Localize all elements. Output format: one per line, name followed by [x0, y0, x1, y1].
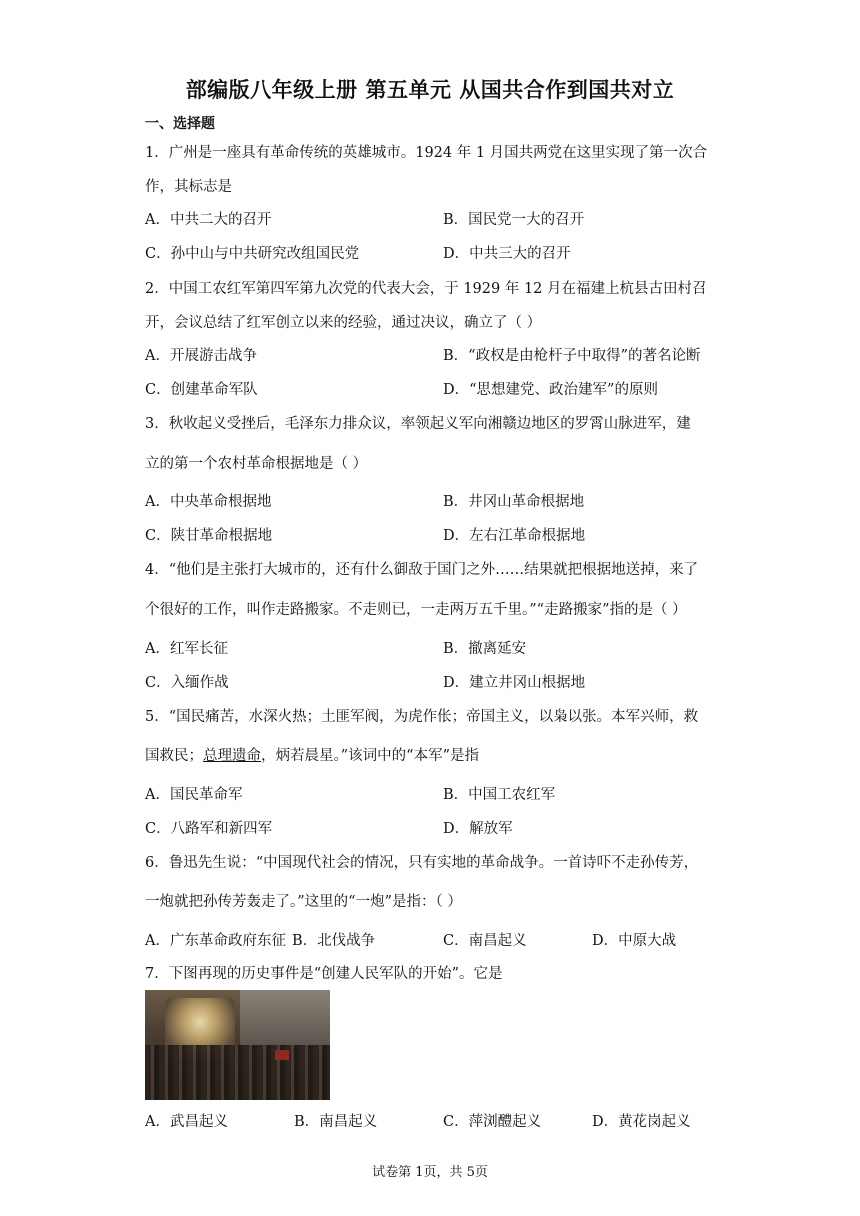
question-7-line-1: 7．下图再现的历史事件是“创建人民军队的开始”。它是 [145, 966, 503, 982]
q6-option-c: C．南昌起义 [443, 933, 527, 949]
q2-option-b: B．“政权是由枪杆子中取得”的著名论断 [443, 348, 701, 364]
q1-option-b: B．国民党一大的召开 [443, 212, 585, 228]
q2-option-d: D．“思想建党、政治建军”的原则 [443, 382, 658, 398]
question-5-line-2 [145, 744, 479, 765]
question-3-line-1: 3．秋收起义受挫后，毛泽东力排众议，率领起义军向湘赣边地区的罗霄山脉进军，建 [145, 416, 691, 432]
q3-option-a: A．中央革命根据地 [145, 494, 272, 510]
q5-option-c: C．八路军和新四军 [145, 821, 273, 837]
q6-option-d: D．中原大战 [592, 933, 677, 949]
page-title: 部编版八年级上册 第五单元 从国共合作到国共对立 [185, 78, 675, 102]
q2-option-a: A．开展游击战争 [145, 348, 257, 364]
q7-option-c: C．萍浏醴起义 [443, 1114, 542, 1130]
q7-option-d: D．黄花岗起义 [592, 1114, 691, 1130]
question-6-line-2: 一炮就把孙传芳轰走了。”这里的“一炮”是指：（ ） [145, 894, 462, 910]
nanchang-uprising-painting [145, 990, 330, 1100]
q6-option-a: A．广东革命政府东征 [145, 933, 286, 949]
q3-option-d: D．左右江革命根据地 [443, 528, 586, 544]
q1-option-a: A．中共二大的召开 [145, 212, 272, 228]
q2-option-c: C．创建革命军队 [145, 382, 258, 398]
q5-option-d: D．解放军 [443, 821, 513, 837]
q1-option-c: C．孙中山与中共研究改组国民党 [145, 246, 360, 262]
q5-text-post: ，炳若晨星。”该词中的“本军”是指 [261, 748, 479, 764]
q5-underlined-text: 总理遗命 [203, 748, 261, 764]
question-6-line-1: 6．鲁迅先生说：“中国现代社会的情况，只有实地的革命战争。一首诗吓不走孙传芳， [145, 855, 699, 871]
q5-option-b: B．中国工农红军 [443, 787, 556, 803]
question-3-line-2: 立的第一个农村革命根据地是（ ） [145, 456, 368, 472]
question-2-line-2: 开，会议总结了红军创立以来的经验，通过决议，确立了（ ） [145, 315, 542, 331]
q4-option-c: C．入缅作战 [145, 675, 229, 691]
q6-option-b: B．北伐战争 [292, 933, 376, 949]
q7-option-b: B．南昌起义 [294, 1114, 378, 1130]
q4-option-b: B．撤离延安 [443, 641, 527, 657]
question-5-line-1: 5．“国民痛苦，水深火热；土匪军阀，为虎作伥；帝国主义，以枭以张。本军兴师，救 [145, 709, 699, 725]
q3-option-c: C．陕甘革命根据地 [145, 528, 273, 544]
q4-option-a: A．红军长征 [145, 641, 228, 657]
q3-option-b: B．井冈山革命根据地 [443, 494, 585, 510]
question-1-line-1: 1．广州是一座具有革命传统的英雄城市。1924 年 1 月国共两党在这里实现了第一次合 [145, 145, 708, 161]
q1-option-d: D．中共三大的召开 [443, 246, 571, 262]
page-footer: 试卷第 1页，共 5页 [372, 1165, 488, 1180]
q5-option-a: A．国民革命军 [145, 787, 243, 803]
q4-option-d: D．建立井冈山根据地 [443, 675, 586, 691]
section-heading: 一、选择题 [145, 116, 215, 132]
q7-option-a: A．武昌起义 [145, 1114, 228, 1130]
question-4-line-1: 4．“他们是主张打大城市的，还有什么御敌于国门之外……结果就把根据地送掉，来了 [145, 562, 699, 578]
q5-text-pre: 国救民； [145, 748, 203, 764]
question-4-line-2: 个很好的工作，叫作走路搬家。不走则已，一走两万五千里。”“走路搬家”指的是（ ） [145, 602, 687, 618]
question-1-line-2: 作，其标志是 [145, 179, 232, 195]
question-2-line-1: 2．中国工农红军第四军第九次党的代表大会，于 1929 年 12 月在福建上杭县古田村召 [145, 281, 707, 297]
